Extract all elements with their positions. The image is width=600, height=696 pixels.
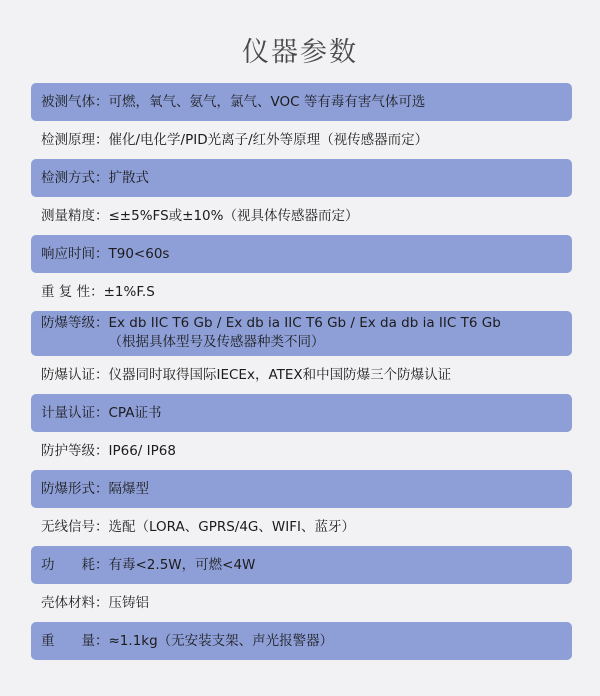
spec-row-wireless: [31, 508, 572, 546]
spec-label: 防护等级：: [41, 442, 109, 459]
spec-row-explosion-type: [31, 470, 572, 508]
spec-label: 功 耗：: [41, 556, 109, 573]
spec-row-method: [31, 159, 572, 197]
spec-value: [109, 314, 501, 352]
spec-row-weight: [31, 622, 572, 660]
spec-value: 催化/电化学/PID光离子/红外等原理（视传感器而定）: [108, 131, 429, 148]
spec-value: 扩散式: [108, 169, 149, 186]
spec-value: ±1%F.S: [103, 283, 155, 300]
spec-row-repeatability: [31, 273, 572, 311]
spec-value: 隔爆型: [108, 480, 149, 497]
spec-value: 仪器同时取得国际IECEx，ATEX和中国防爆三个防爆认证: [108, 366, 452, 383]
spec-value: 有毒<2.5W，可燃<4W: [108, 556, 256, 573]
spec-value: ≈1.1kg（无安装支架、声光报警器）: [108, 632, 334, 649]
spec-row-accuracy: [31, 197, 572, 235]
spec-label: 无线信号：: [41, 518, 109, 535]
spec-row-metrology-cert: [31, 394, 572, 432]
spec-label: 被测气体：: [41, 93, 109, 110]
spec-value: IP66/ IP68: [108, 442, 176, 459]
spec-row-power: [31, 546, 572, 584]
spec-label: 检测方式：: [41, 169, 109, 186]
spec-value: 选配（LORA、GPRS/4G、WIFI、蓝牙）: [108, 518, 355, 535]
spec-row-explosion-rating: [31, 311, 572, 356]
spec-value-line: Ex db IIC T6 Gb / Ex db ia IIC T6 Gb / Ex da db ia IIC T6 Gb: [108, 315, 501, 331]
spec-label: 壳体材料：: [41, 594, 109, 611]
spec-list: [31, 83, 572, 660]
spec-value-note: （根据具体型号及传感器种类不同）: [108, 334, 325, 350]
spec-value: T90<60s: [108, 245, 170, 262]
spec-row-protection-level: [31, 432, 572, 470]
spec-label: 检测原理：: [41, 131, 109, 148]
spec-label: 测量精度：: [41, 207, 109, 224]
spec-value: ≤±5%FS或±10%（视具体传感器而定）: [108, 207, 359, 224]
spec-label: 防爆形式：: [41, 480, 109, 497]
spec-row-housing: [31, 584, 572, 622]
spec-label: 响应时间：: [41, 245, 109, 262]
spec-row-principle: [31, 121, 572, 159]
spec-label: 防爆等级：: [41, 315, 109, 331]
spec-value: 可燃，氧气、氨气，氯气、VOC 等有毒有害气体可选: [108, 93, 426, 110]
spec-row-gas: [31, 83, 572, 121]
spec-label: 重 量：: [41, 632, 109, 649]
spec-row-response-time: [31, 235, 572, 273]
spec-row-explosion-cert: [31, 356, 572, 394]
spec-value: CPA证书: [108, 404, 162, 421]
spec-label: 防爆认证：: [41, 366, 109, 383]
spec-label: 计量认证：: [41, 404, 109, 421]
spec-value: 压铸铝: [108, 594, 149, 611]
spec-label: 重 复 性：: [41, 283, 104, 300]
page-title: 仪器参数: [242, 37, 358, 68]
